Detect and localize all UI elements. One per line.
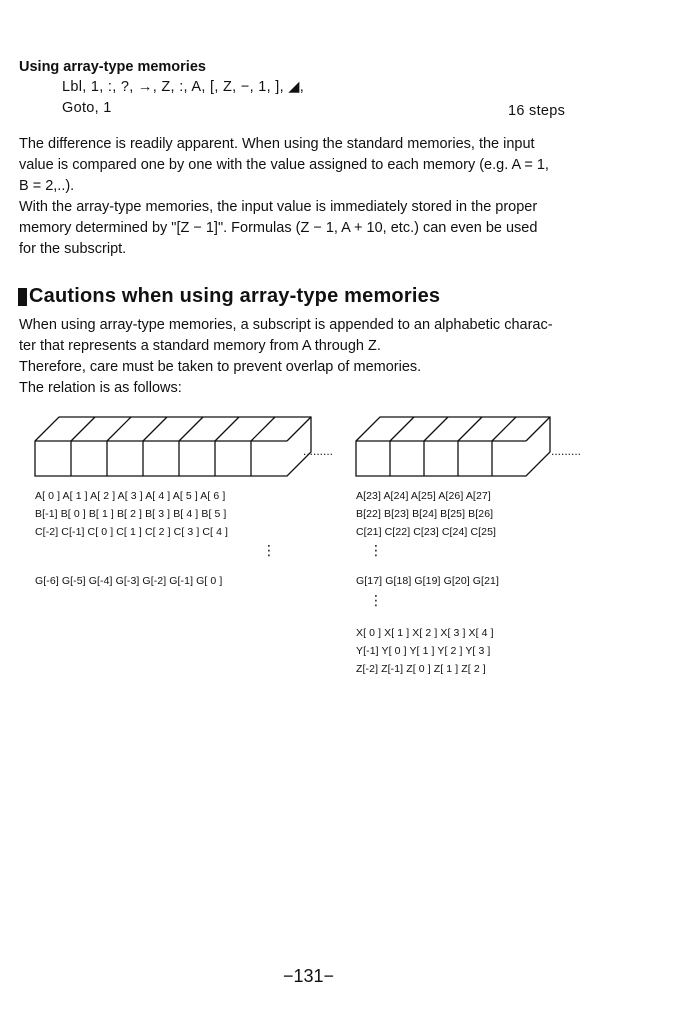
paragraph-line: ter that represents a standard memory from A through Z. [19,338,381,354]
memory-label-row: G[17] G[18] G[19] G[20] G[21] [356,575,499,587]
memory-label-row: A[ 0 ] A[ 1 ] A[ 2 ] A[ 3 ] A[ 4 ] A[ 5 ] A[ 6 ] [35,490,226,502]
vertical-ellipsis: ⋮ [262,542,276,558]
memory-cell [107,441,143,476]
paragraph-line: for the subscript. [19,241,127,257]
memory-cell [251,441,287,476]
memory-label-row: C[-2] C[-1] C[ 0 ] C[ 1 ] C[ 2 ] C[ 3 ] C[ 4 ] [35,526,229,538]
vertical-ellipsis: ⋮ [369,542,383,558]
section-heading-array: Using array-type memories [19,59,206,75]
paragraph-line: value is compared one by one with the value assigned to each memory (e.g. A = 1, [19,157,549,173]
memory-cell-diagram [0,405,682,485]
memory-cell [71,441,107,476]
memory-cell [424,441,458,476]
continuation-dots: ......... [303,444,334,458]
paragraph-line: The difference is readily apparent. When using the standard memories, the input [19,136,535,152]
memory-label-row: B[22] B[23] B[24] B[25] B[26] [356,508,494,520]
memory-cell [356,441,390,476]
memory-label-row: X[ 0 ] X[ 1 ] X[ 2 ] X[ 3 ] X[ 4 ] [356,627,494,639]
memory-cell [458,441,492,476]
continuation-dots: ......... [551,444,582,458]
memory-cell [143,441,179,476]
program-code-line-1: Lbl, 1, :, ?, →, Z, :, A, [, Z, −, 1, ], ◢, [62,79,305,95]
memory-label-row: Z[-2] Z[-1] Z[ 0 ] Z[ 1 ] Z[ 2 ] [356,663,486,675]
memory-label-row: B[-1] B[ 0 ] B[ 1 ] B[ 2 ] B[ 3 ] B[ 4 ] B[ 5 ] [35,508,227,520]
memory-cell [390,441,424,476]
memory-cell [215,441,251,476]
memory-label-row: Y[-1] Y[ 0 ] Y[ 1 ] Y[ 2 ] Y[ 3 ] [356,645,491,657]
memory-cell [35,441,71,476]
memory-label-row: G[-6] G[-5] G[-4] G[-3] G[-2] G[-1] G[ 0 ] [35,575,223,587]
paragraph-line: memory determined by "[Z − 1]". Formulas (Z − 1, A + 10, etc.) can even be used [19,220,538,236]
paragraph-line: With the array-type memories, the input value is immediately stored in the proper [19,199,538,215]
paragraph-line: When using array-type memories, a subscript is appended to an alphabetic charac- [19,317,553,333]
step-count: 16 steps [508,103,566,119]
section-heading-cautions: Cautions when using array-type memories [29,285,441,307]
vertical-ellipsis: ⋮ [369,592,383,608]
page-number: −131− [283,966,335,986]
bullet-square [18,288,27,306]
memory-block-left [35,417,311,476]
memory-label-row: C[21] C[22] C[23] C[24] C[25] [356,526,497,538]
paragraph-line: Therefore, care must be taken to prevent overlap of memories. [19,359,422,375]
program-code-line-2: Goto, 1 [62,100,112,116]
paragraph-line: The relation is as follows: [19,380,182,396]
paragraph-line: B = 2,..). [19,178,75,194]
memory-label-row: A[23] A[24] A[25] A[26] A[27] [356,490,491,502]
memory-block-right [356,417,550,476]
memory-cell [492,441,526,476]
memory-cell [179,441,215,476]
